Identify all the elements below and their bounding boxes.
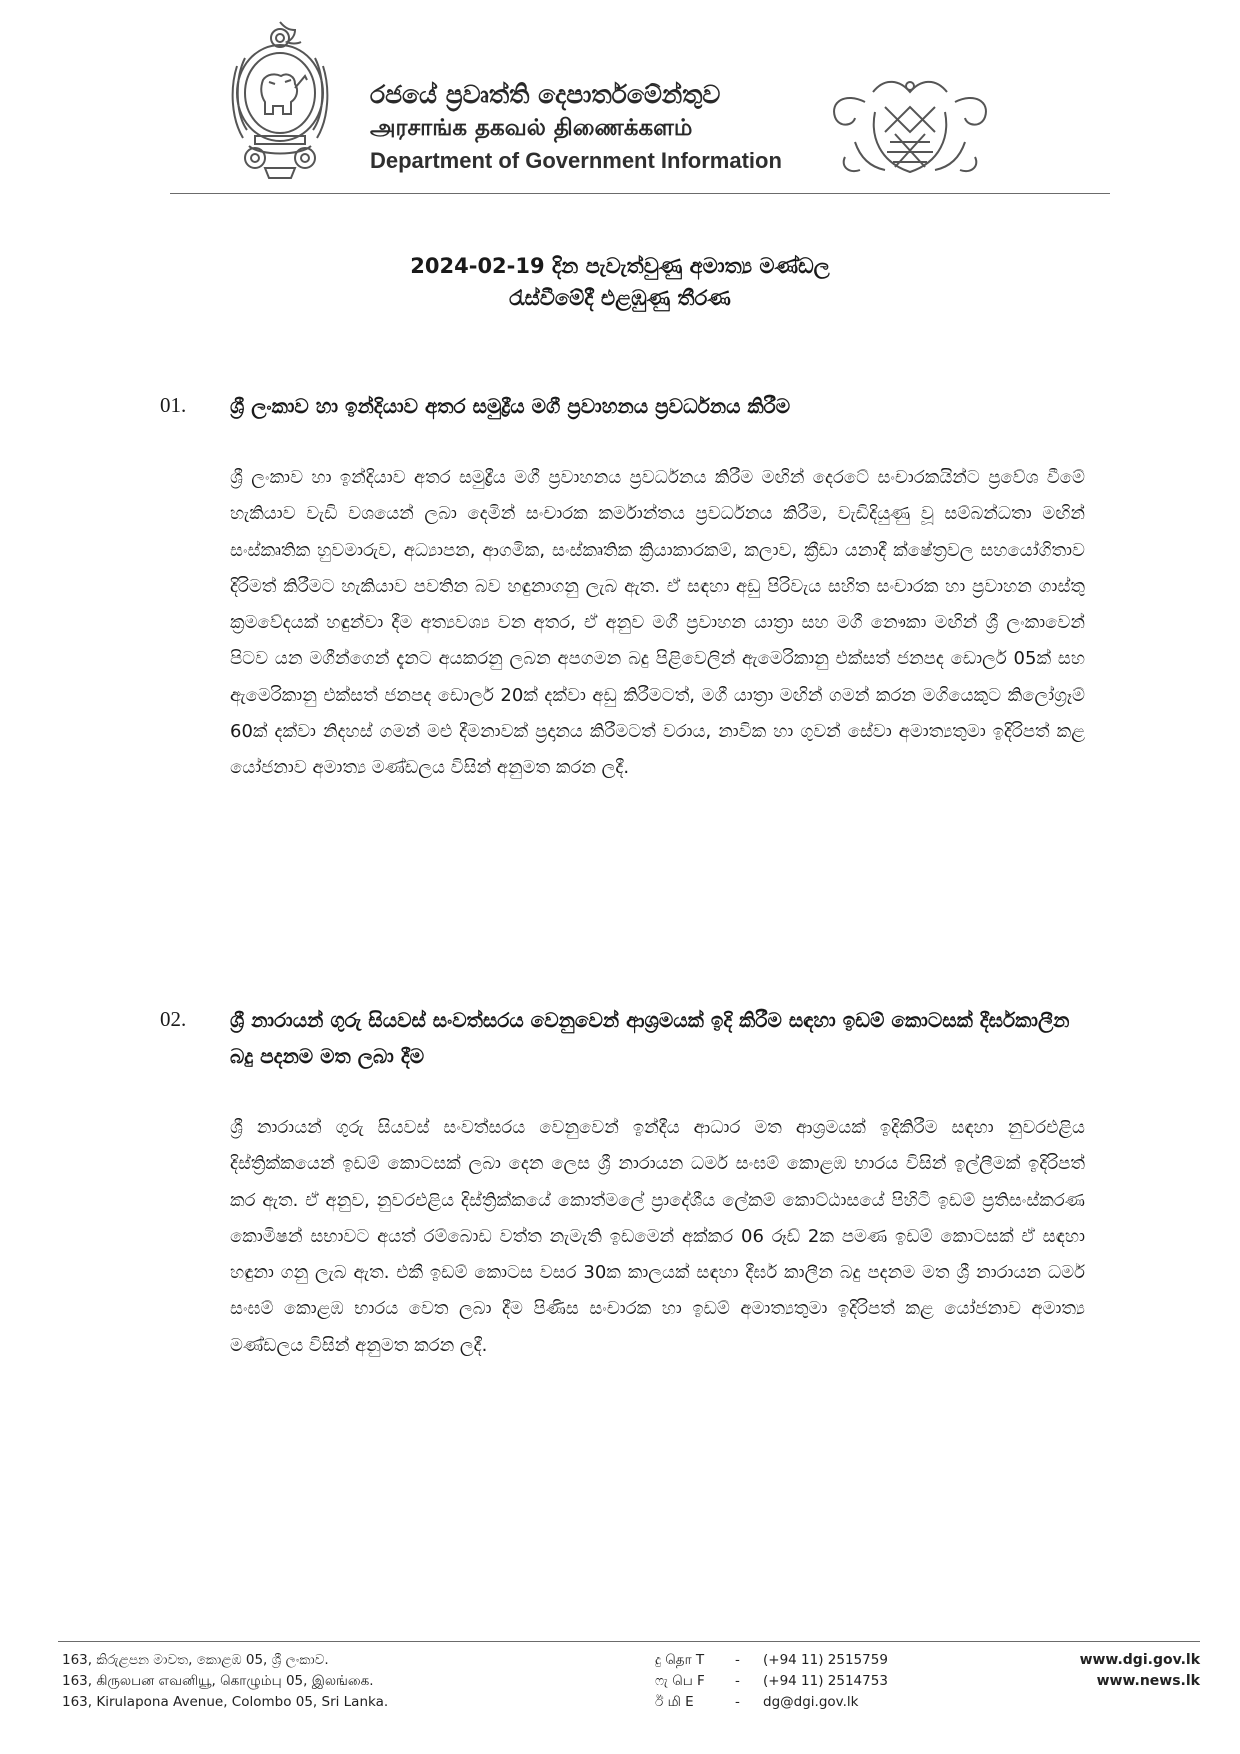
- section-body: ශ්‍රී ලංකාව හා ඉන්දියාව අතර සමුද්‍රීය මගී ප්‍රවාහනය ප්‍රවර්ධනය කිරීම මඟින් දෙරටේ සංචාරකයින්ට ප්‍රවේශ වීමේ හැකියාව වැඩි වශයෙන් ලබා දෙමින් සංචාරක කර්මාන්තය ප්‍රවර්ධනය කිරීම, වැඩිදියුණු වූ සම්බන්ධතා මඟින් සංස්කෘතික හුවමාරුව, අධ්‍යාපන, ආගමික, සංස්කෘතික ක්‍රියාකාරකම්, කලාව, ක්‍රීඩා යනාදී ක්ෂේත්‍රවල සහයෝගිතාව දිරිමත් කිරීමට හැකියාව පවතින බව හඳුනාගනු ලැබ ඇත. ඒ සඳහා අඩු පිරිවැය සහිත සංචාරක හා ප්‍රවාහන ගාස්තු ක්‍රමවේදයක් හඳුන්වා දීම අත්‍යවශ්‍ය වන අතර, ඒ අනුව මගී ප්‍රවාහන යාත්‍රා සහ මගී නෞකා මඟින් ශ්‍රී ලංකාවෙන් පිටව යන මගීන්ගෙන් දැනට අයකරනු ලබන අපගමන බදු පිළිවෙලින් ඇමෙරිකානු එක්සත් ජනපද ඩොලර් 05ක් සහ ඇමෙරිකානු එක්සත් ජනපද ඩොලර් 20ක් දක්වා අඩු කිරීමටත්, මගී යාත්‍රා මඟින් ගමන් කරන මගියෙකුට කිලෝග්‍රෑම් 60ක් දක්වා නිදහස් ගමන් මළු දීමනාවක් ප්‍රදානය කිරීමටත් වරාය, නාවික හා ගුවන් සේවා අමාත්‍යතුමා ඉදිරිපත් කළ යෝජනාව අමාත්‍ය මණ්ඩලය විසින් අනුමත කරන ලදී.: [230, 467, 1085, 779]
- separator: -: [735, 1673, 740, 1689]
- department-name-english: Department of Government Information: [370, 148, 782, 173]
- section-body: ශ්‍රී නාරායන් ගුරු සියවස් සංවත්සරය වෙනුවෙන් ඉන්දීය ආධාර මත ආශ්‍රමයක් ඉදිකිරීම සඳහා නුවරඑළිය දිස්ත්‍රික්කයෙන් ඉඩම් කොටසක් ලබා දෙන ලෙස ශ්‍රී නාරායන ධර්ම සංඝම් කොළඹ භාරය විසින් ඉල්ලීමක් ඉදිරිපත් කර ඇත. ඒ අනුව, නුවරඑළිය දිස්ත්‍රික්කයේ කොත්මලේ ප්‍රාදේශීය ලේකම් කොට්ඨාසයේ පිහිටි ඉඩම් ප්‍රතිසංස්කරණ කොමිෂන් සභාවට අයත් රම්බොඩ වත්ත නැමැති ඉඩමෙන් අක්කර 06 රූඩ් 2ක පමණ ඉඩම් කොටසක් ඒ සඳහා හඳුනා ගනු ලැබ ඇත. එකී ඉඩම් කොටස වසර 30ක කාලයක් සඳහා දීර්ඝ කාලීන බදු පදනම මත ශ්‍රී නාරායන ධර්ම සංඝම් කොළඹ භාරය වෙත ලබා දීම පිණිස සංචාරක හා ඉඩම් අමාත්‍යතුමා ඉදිරිපත් කළ යෝජනාව අමාත්‍ය මණ්ඩලය විසින් අනුමත කරන ලදී.: [230, 1117, 1085, 1356]
- footer-contacts: [655, 1650, 955, 1713]
- email-label: ඊ மி E: [655, 1694, 694, 1710]
- footer-divider: [58, 1641, 1200, 1642]
- department-names: [370, 78, 810, 177]
- fax-number: (+94 11) 2514753: [763, 1673, 888, 1689]
- section-number: 01.: [160, 393, 187, 417]
- website-link-news[interactable]: www.news.lk: [1096, 1673, 1200, 1689]
- header-divider: [170, 193, 1110, 194]
- email-link[interactable]: dg@dgi.gov.lk: [763, 1694, 859, 1710]
- section-heading: ශ්‍රී ලංකාව හා ඉන්දියාව අතර සමුද්‍රීය මගී ප්‍රවාහනය ප්‍රවර්ධනය කිරීම: [230, 394, 791, 418]
- section-number: 02.: [160, 1007, 187, 1031]
- document-title: [200, 250, 1040, 314]
- fax-row: [655, 1671, 955, 1692]
- department-name-sinhala: රජයේ ප්‍රවෘත්ති දෙපාර්තමේන්තුව: [370, 80, 721, 109]
- letterhead: [0, 0, 1240, 200]
- email-row: [655, 1692, 955, 1713]
- separator: -: [735, 1652, 740, 1668]
- address-tamil: 163, கிருலபன எவனியூ, கொழும்பு 05, இலங்கை.: [62, 1673, 374, 1689]
- phone-row: [655, 1650, 955, 1671]
- footer-address: [62, 1650, 582, 1713]
- address-english: 163, Kirulapona Avenue, Colombo 05, Sri Lanka.: [62, 1694, 389, 1710]
- title-line-2: රැස්වීමේදී එළඹුණු තීරණ: [509, 286, 731, 310]
- website-link-dgi[interactable]: www.dgi.gov.lk: [1079, 1652, 1200, 1668]
- fax-label: ෆැ பெ F: [655, 1673, 705, 1689]
- section-heading: ශ්‍රී නාරායන් ගුරු සියවස් සංවත්සරය වෙනුවෙන් ආශ්‍රමයක් ඉදි කිරීම සඳහා ඉඩම් කොටසක් දීර්ඝකාලීන බදු පදනම මත ලබා දීම: [230, 1008, 1070, 1068]
- phone-number[interactable]: (+94 11) 2515759: [763, 1652, 888, 1668]
- separator: -: [735, 1694, 740, 1710]
- department-name-tamil: அரசாங்க தகவல் திணைக்களம்: [370, 115, 693, 141]
- decorative-swans-icon: [825, 72, 995, 182]
- footer-websites: [1000, 1650, 1200, 1692]
- phone-label: දු தொ T: [655, 1652, 705, 1668]
- title-line-1: 2024-02-19 දින පැවැත්වුණු අමාත්‍ය මණ්ඩල: [410, 254, 830, 278]
- national-emblem-icon: [225, 18, 335, 183]
- address-sinhala: 163, කිරුළපන මාවත, කොළඹ 05, ශ්‍රී ලංකාව.: [62, 1652, 329, 1668]
